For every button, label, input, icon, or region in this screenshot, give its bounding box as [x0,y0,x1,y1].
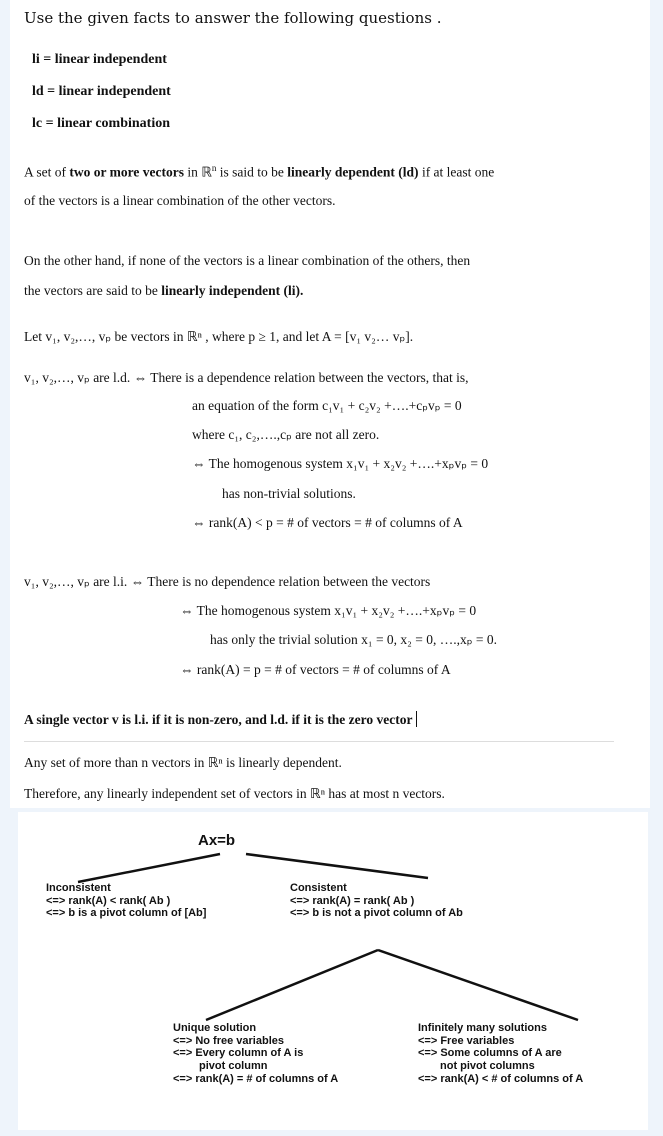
ld-equiv-line6: ⇔ rank(A) < p = # of vectors = # of columns of A [192,515,463,530]
ld-equiv-head: v₁, v₂,…, vₚ are l.d. ⇔ There is a dependence relation between the vectors, that is, [24,370,469,385]
node-infinite-l3: not pivot columns [440,1059,535,1072]
ld-definition-line2: of the vectors is a linear combination of the other vectors. [24,193,336,208]
li-definition-line2: the vectors are said to be linearly independent (li). [24,283,304,298]
node-unique-title: Unique solution [173,1022,257,1034]
definition-ld: ld = linear independent [32,84,171,99]
edge-consistent-infinite [378,950,578,1020]
text-cursor [416,711,417,727]
ld-equiv-line3: where c₁, c₂,….,cₚ are not all zero. [192,427,380,442]
node-inconsistent [46,882,206,920]
any-set-fact: Any set of more than n vectors in ℝⁿ is linearly dependent. [24,755,342,770]
node-infinite-title: Infinitely many solutions [418,1022,547,1034]
li-equiv-line2: ⇔ The homogenous system x₁v₁ + x₂v₂ +….+xₚvₚ = 0 [180,603,477,618]
node-inconsistent-l2: <=> b is a pivot column of [Ab] [46,907,207,920]
node-inconsistent-title: Inconsistent [46,882,111,894]
edge-root-inconsistent [78,854,220,882]
node-infinite-l4: <=> rank(A) < # of columns of A [418,1072,584,1085]
divider [24,741,614,742]
therefore-fact: Therefore, any linearly independent set of vectors in ℝⁿ has at most n vectors. [24,786,445,801]
li-equiv-line4: ⇔ rank(A) = p = # of vectors = # of columns of A [180,662,451,677]
definition-li: li = linear independent [32,52,167,67]
ld-equiv-line4: ⇔ The homogenous system x₁v₁ + x₂v₂ +….+xₚvₚ = 0 [192,456,489,471]
solution-tree-panel [18,812,648,1130]
setup-line: Let v₁, v₂,…, vₚ be vectors in ℝⁿ , where p ≥ 1, and let A = [v₁ v₂… vₚ]. [24,329,414,344]
ld-equiv-line2: an equation of the form c₁v₁ + c₂v₂ +….+cₚvₚ = 0 [192,398,462,413]
tree-root: Ax=b [198,832,236,849]
node-consistent-l2: <=> b is not a pivot column of Ab [290,907,463,920]
node-inconsistent-l1: <=> rank(A) < rank( Ab ) [46,894,171,907]
definition-lc: lc = linear combination [32,116,170,131]
node-infinite-l1: <=> Free variables [418,1034,515,1047]
node-unique-l3: pivot column [199,1059,268,1072]
facts-panel [10,0,650,808]
node-consistent [290,882,463,920]
node-consistent-title: Consistent [290,882,347,894]
li-definition-line1: On the other hand, if none of the vectors is a linear combination of the others, then [24,253,471,268]
li-equiv-line3: has only the trivial solution x₁ = 0, x₂ = 0, ….,xₚ = 0. [210,632,498,647]
ld-definition-line1: A set of two or more vectors in ℝ$^n$ is said to be linearly dependent (ld) if at least one [24,163,495,180]
edge-consistent-unique [206,950,378,1020]
ld-equiv-line5: has non-trivial solutions. [222,486,356,501]
single-vector-fact: A single vector v is l.i. if it is non-zero, and l.d. if it is the zero vector [24,711,417,727]
edge-root-consistent [246,854,428,878]
node-unique-l1: <=> No free variables [173,1034,284,1047]
node-unique [173,1022,338,1085]
node-infinite [418,1022,583,1085]
node-consistent-l1: <=> rank(A) = rank( Ab ) [290,894,415,907]
node-infinite-l2: <=> Some columns of A are [418,1047,562,1060]
intro-text: Use the given facts to answer the following questions . [24,9,442,27]
node-unique-l4: <=> rank(A) = # of columns of A [173,1072,339,1085]
li-equiv-head: v₁, v₂,…, vₚ are l.i. ⇔ There is no dependence relation between the vectors [24,574,431,589]
node-unique-l2: <=> Every column of A is [173,1047,304,1060]
